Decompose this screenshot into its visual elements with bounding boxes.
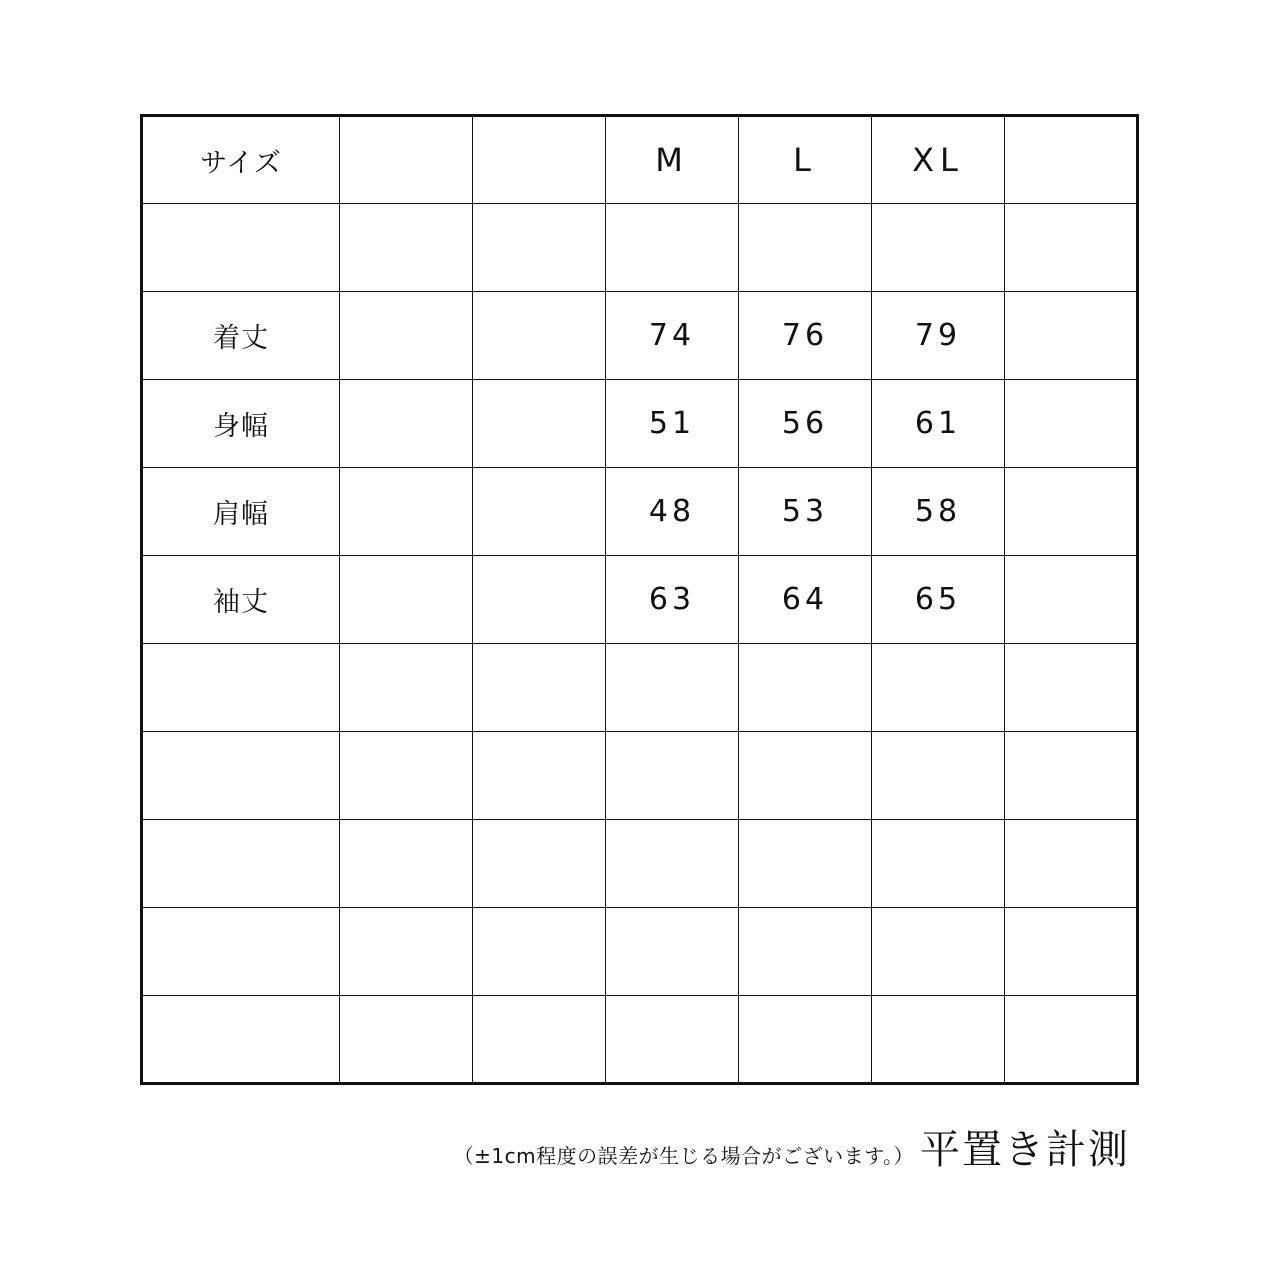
- table-cell: [473, 380, 606, 468]
- header-cell-l: L: [739, 116, 872, 204]
- table-cell: [473, 908, 606, 996]
- table-cell: [739, 644, 872, 732]
- table-cell: 56: [739, 380, 872, 468]
- table-row-shoulder-width: [142, 468, 1138, 556]
- table-row: [142, 908, 1138, 996]
- table-cell: [606, 996, 739, 1084]
- table-cell: [739, 732, 872, 820]
- table-cell: 74: [606, 292, 739, 380]
- table-cell: [606, 204, 739, 292]
- table-cell: [1005, 292, 1138, 380]
- table-cell: [872, 996, 1005, 1084]
- table-cell: [473, 204, 606, 292]
- table-cell: [872, 644, 1005, 732]
- table-cell: [340, 732, 473, 820]
- table-cell: [1005, 820, 1138, 908]
- table-cell: [340, 644, 473, 732]
- table-cell: [1005, 468, 1138, 556]
- row-label: [142, 996, 340, 1084]
- table-cell: 79: [872, 292, 1005, 380]
- table-cell: [872, 732, 1005, 820]
- table-cell: [739, 908, 872, 996]
- table-cell: [606, 732, 739, 820]
- table-cell: [606, 644, 739, 732]
- header-cell: [1005, 116, 1138, 204]
- table-cell: [473, 732, 606, 820]
- table-cell: [1005, 204, 1138, 292]
- table-row: [142, 732, 1138, 820]
- table-cell: [606, 908, 739, 996]
- table-cell: [340, 468, 473, 556]
- table-cell: 64: [739, 556, 872, 644]
- table-cell: 65: [872, 556, 1005, 644]
- table-cell: [872, 820, 1005, 908]
- table-cell: [739, 996, 872, 1084]
- table-cell: [473, 996, 606, 1084]
- table-cell: 48: [606, 468, 739, 556]
- header-cell-size: サイズ: [142, 116, 340, 204]
- table-cell: [340, 556, 473, 644]
- table-row: [142, 204, 1138, 292]
- header-cell-xl: XL: [872, 116, 1005, 204]
- row-label: 袖丈: [142, 556, 340, 644]
- table-cell: [1005, 996, 1138, 1084]
- measurement-method-label: 平置き計測: [920, 1127, 1130, 1173]
- table-cell: [473, 820, 606, 908]
- size-chart-table: [140, 114, 1139, 1085]
- table-cell: [1005, 556, 1138, 644]
- table-row: [142, 996, 1138, 1084]
- table-cell: [1005, 908, 1138, 996]
- table-cell: [1005, 732, 1138, 820]
- table-row-length: [142, 292, 1138, 380]
- table-cell: [340, 820, 473, 908]
- table-row-chest-width: [142, 380, 1138, 468]
- footer: [454, 1118, 1130, 1175]
- header-cell: [340, 116, 473, 204]
- table-cell: 76: [739, 292, 872, 380]
- table-cell: [340, 996, 473, 1084]
- table-cell: [340, 292, 473, 380]
- table-row: [142, 644, 1138, 732]
- table-cell: [872, 908, 1005, 996]
- table-cell: [1005, 644, 1138, 732]
- table-cell: [606, 820, 739, 908]
- table-cell: 61: [872, 380, 1005, 468]
- table-cell: 51: [606, 380, 739, 468]
- table-cell: [473, 556, 606, 644]
- row-label: [142, 908, 340, 996]
- table-row-sleeve-length: [142, 556, 1138, 644]
- table-cell: [872, 204, 1005, 292]
- table-cell: [473, 644, 606, 732]
- table-cell: [739, 204, 872, 292]
- row-label: [142, 732, 340, 820]
- table-header-row: [142, 116, 1138, 204]
- header-cell: [473, 116, 606, 204]
- table-cell: [473, 468, 606, 556]
- row-label: 着丈: [142, 292, 340, 380]
- row-label: 身幅: [142, 380, 340, 468]
- table-cell: [739, 820, 872, 908]
- table-cell: 53: [739, 468, 872, 556]
- table-cell: [340, 204, 473, 292]
- table-cell: [340, 908, 473, 996]
- row-label: [142, 820, 340, 908]
- table-cell: [1005, 380, 1138, 468]
- row-label: 肩幅: [142, 468, 340, 556]
- row-label: [142, 644, 340, 732]
- header-cell-m: M: [606, 116, 739, 204]
- measurement-tolerance-note: （±1cm程度の誤差が生じる場合がございます。）: [453, 1144, 914, 1168]
- table-cell: [340, 380, 473, 468]
- table-cell: [473, 292, 606, 380]
- table-cell: 63: [606, 556, 739, 644]
- row-label: [142, 204, 340, 292]
- table-cell: 58: [872, 468, 1005, 556]
- table-row: [142, 820, 1138, 908]
